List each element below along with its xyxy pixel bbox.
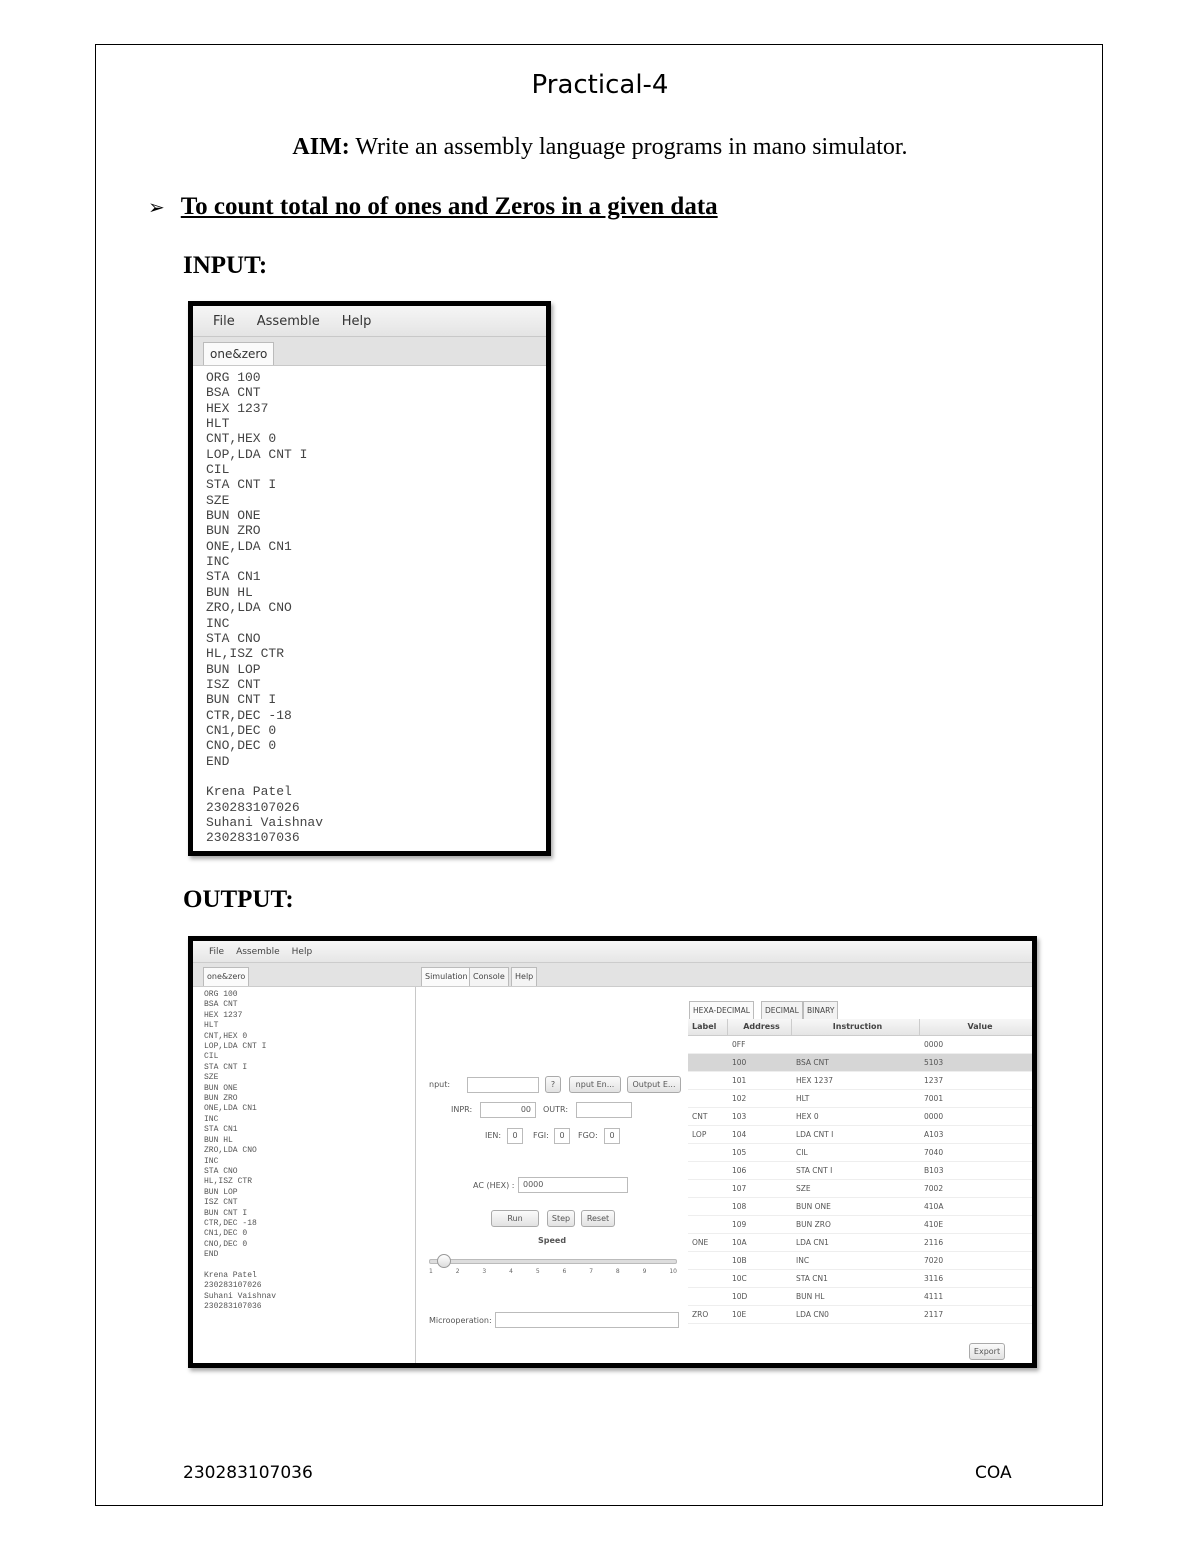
tab-binary[interactable]: BINARY (803, 1001, 838, 1020)
cell-value: 5103 (924, 1058, 944, 1067)
cell-instruction: HEX 1237 (796, 1076, 833, 1085)
cell-value: 410A (924, 1202, 944, 1211)
table-row[interactable] (688, 1180, 1037, 1198)
tab-one-zero[interactable]: one&zero (203, 342, 274, 365)
cell-address: 108 (732, 1202, 747, 1211)
speed-tick-label: 9 (642, 1268, 647, 1275)
cell-label: CNT (692, 1112, 708, 1121)
table-row[interactable] (688, 1252, 1037, 1270)
reset-button[interactable]: Reset (581, 1210, 615, 1227)
cell-address: 10B (732, 1256, 747, 1265)
output-menubar (193, 941, 1032, 963)
table-row[interactable] (688, 1198, 1037, 1216)
cell-label (688, 1252, 728, 1269)
inpr-label: INPR: (451, 1105, 473, 1114)
fgi-label: FGI: (533, 1131, 549, 1140)
input-heading: INPUT: (183, 252, 268, 279)
code-tabbar (193, 963, 415, 987)
cell-value: 2117 (924, 1310, 944, 1319)
fgo-label: FGO: (578, 1131, 598, 1140)
ac-label: AC (HEX) : (473, 1181, 515, 1190)
cell-instruction: HLT (796, 1094, 810, 1103)
tab-decimal[interactable]: DECIMAL (761, 1001, 803, 1020)
memory-table-body (688, 1036, 1037, 1324)
cell-instruction: BUN HL (796, 1292, 825, 1301)
cell-instruction: BUN ONE (796, 1202, 831, 1211)
cell-label (688, 1270, 728, 1287)
cell-instruction: STA CN1 (796, 1274, 828, 1283)
cell-instruction: BSA CNT (796, 1058, 829, 1067)
page-title: Practical-4 (531, 70, 669, 100)
ien-field[interactable]: 0 (507, 1128, 523, 1144)
col-instruction[interactable]: Instruction (792, 1019, 920, 1035)
memory-table (688, 1019, 1037, 1324)
speed-tick-label: 6 (562, 1268, 567, 1275)
cell-value: 1237 (924, 1076, 944, 1085)
speed-tick-label: 3 (482, 1268, 487, 1275)
output-heading: OUTPUT: (183, 886, 294, 913)
output-enter-button[interactable]: Output E... (627, 1076, 681, 1093)
tab-help[interactable]: Help (511, 967, 537, 986)
table-row[interactable] (688, 1270, 1037, 1288)
arrow-bullet-icon: ➢ (148, 195, 165, 219)
speed-slider-track[interactable] (429, 1259, 677, 1264)
help-button[interactable]: ? (545, 1076, 561, 1093)
cell-address: 106 (732, 1166, 747, 1175)
speed-tick-label: 5 (535, 1268, 540, 1275)
table-row[interactable] (688, 1162, 1037, 1180)
cell-instruction: HEX 0 (796, 1112, 819, 1121)
speed-tick-label: 8 (615, 1268, 620, 1275)
cell-value: B103 (924, 1166, 944, 1175)
microoperation-field[interactable] (495, 1312, 679, 1328)
table-row[interactable] (688, 1144, 1037, 1162)
speed-tick-label: 7 (589, 1268, 594, 1275)
cell-label (688, 1180, 728, 1197)
cell-address: 10E (732, 1310, 747, 1319)
col-address[interactable]: Address (728, 1019, 792, 1035)
cell-address: 103 (732, 1112, 747, 1121)
task-heading (148, 193, 718, 221)
menu-help[interactable]: Help (341, 313, 372, 329)
cell-label (688, 1198, 728, 1215)
table-row[interactable] (688, 1216, 1037, 1234)
cell-label: ZRO (692, 1310, 709, 1319)
table-row[interactable] (688, 1288, 1037, 1306)
cell-instruction: LDA CN0 (796, 1310, 829, 1319)
output-code-editor[interactable]: ORG 100 BSA CNT HEX 1237 HLT CNT,HEX 0 LOP,LDA CNT I CIL STA CNT I SZE BUN ONE BUN ZRO ONE,LDA CN1 INC STA CN1 BUN HL ZRO,LDA CNO INC STA CNO HL,ISZ CTR BUN LOP ISZ CNT BUN CNT I CTR,DEC -18 CN1,DEC 0 CNO,DEC 0 END Krena Patel 230283107026 Suhani Vaishnav 230283107036 (204, 990, 277, 1312)
menu-assemble[interactable]: Assemble (256, 313, 320, 329)
cell-address: 102 (732, 1094, 747, 1103)
speed-tick-label: 10 (669, 1268, 677, 1275)
outr-label: OUTR: (543, 1105, 569, 1114)
tab-simulation[interactable]: Simulation (421, 967, 472, 986)
cell-address: 107 (732, 1184, 747, 1193)
aim-text: Write an assembly language programs in mano simulator. (349, 134, 908, 160)
step-button[interactable]: Step (547, 1210, 575, 1227)
cell-address: 104 (732, 1130, 747, 1139)
cell-address: 109 (732, 1220, 747, 1229)
tab-hexa-decimal[interactable]: HEXA-DECIMAL (689, 1001, 754, 1020)
cell-value: 4111 (924, 1292, 944, 1301)
footer-subject: COA (975, 1463, 1012, 1483)
cell-label (688, 1090, 728, 1107)
table-row[interactable] (688, 1126, 1037, 1144)
cell-value: 7001 (924, 1094, 944, 1103)
cell-value: 2116 (924, 1238, 944, 1247)
cell-value: 7040 (924, 1148, 944, 1157)
col-label[interactable]: Label (688, 1019, 728, 1035)
cell-label: ONE (692, 1238, 709, 1247)
table-row[interactable] (688, 1306, 1037, 1324)
aim-label: AIM: (292, 134, 350, 160)
cell-instruction: SZE (796, 1184, 811, 1193)
cell-address: 10A (732, 1238, 747, 1247)
code-pane (193, 963, 416, 1368)
footer-id: 230283107036 (183, 1463, 313, 1483)
cell-value: 3116 (924, 1274, 944, 1283)
cell-label: LOP (692, 1130, 707, 1139)
table-row[interactable] (688, 1234, 1037, 1252)
fgo-field[interactable]: 0 (604, 1128, 620, 1144)
run-button[interactable]: Run (491, 1210, 539, 1227)
speed-label: Speed (538, 1236, 567, 1245)
cell-address: 0FF (732, 1040, 746, 1049)
cell-instruction: CIL (796, 1148, 808, 1157)
cell-value: 0000 (924, 1040, 944, 1049)
speed-tick-label: 2 (455, 1268, 460, 1275)
microoperation-label: Microoperation: (429, 1316, 492, 1325)
table-row[interactable] (688, 1072, 1037, 1090)
cell-value: A103 (924, 1130, 944, 1139)
cell-value: 410E (924, 1220, 944, 1229)
cell-value: 7002 (924, 1184, 944, 1193)
input-code-editor[interactable]: ORG 100 BSA CNT HEX 1237 HLT CNT,HEX 0 LOP,LDA CNT I CIL STA CNT I SZE BUN ONE BUN ZRO ONE,LDA CN1 INC STA CN1 BUN HL ZRO,LDA CNO INC STA CNO HL,ISZ CTR BUN LOP ISZ CNT BUN CNT I CTR,DEC -18 CN1,DEC 0 CNO,DEC 0 END Krena Patel 230283107026 Suhani Vaishnav 230283107036 (206, 370, 324, 846)
simulator-tabbar (415, 963, 1037, 987)
cell-value: 0000 (924, 1112, 944, 1121)
table-row[interactable] (688, 1108, 1037, 1126)
table-row[interactable] (688, 1054, 1037, 1072)
cell-label (688, 1216, 728, 1233)
cell-value: 7020 (924, 1256, 944, 1265)
menu-file[interactable]: File (209, 946, 225, 957)
cell-label (688, 1036, 728, 1053)
input-tabbar (193, 337, 546, 366)
cell-address: 100 (732, 1058, 747, 1067)
task-text: To count total no of ones and Zeros in a given data (180, 193, 718, 220)
cell-instruction: STA CNT I (796, 1166, 833, 1175)
memory-table-header (688, 1019, 1037, 1036)
speed-ticks (429, 1268, 677, 1275)
speed-tick-label: 4 (509, 1268, 513, 1275)
cell-instruction (792, 1036, 920, 1053)
input-menubar (193, 306, 546, 337)
input-label: nput: (429, 1080, 451, 1089)
cell-instruction: INC (796, 1256, 810, 1265)
cell-address: 10C (732, 1274, 747, 1283)
inpr-field[interactable]: 00 (480, 1102, 536, 1118)
menu-file[interactable]: File (213, 313, 235, 329)
cell-label (688, 1162, 728, 1179)
cell-label (688, 1288, 728, 1305)
export-button[interactable]: Export (969, 1343, 1005, 1360)
input-field[interactable] (467, 1077, 539, 1093)
cell-label (688, 1144, 728, 1161)
aim-statement (0, 134, 1200, 161)
tab-console[interactable]: Console (469, 967, 509, 986)
table-row[interactable] (688, 1036, 1037, 1054)
cell-label (688, 1054, 728, 1071)
ien-label: IEN: (485, 1131, 502, 1140)
speed-slider-handle[interactable] (437, 1254, 451, 1268)
input-screenshot (188, 301, 551, 856)
cell-address: 101 (732, 1076, 747, 1085)
menu-help[interactable]: Help (291, 946, 313, 957)
tab-one-zero[interactable]: one&zero (203, 967, 249, 986)
menu-assemble[interactable]: Assemble (236, 946, 280, 957)
cell-instruction: LDA CN1 (796, 1238, 829, 1247)
cell-address: 10D (732, 1292, 748, 1301)
input-enter-button[interactable]: nput En... (569, 1076, 621, 1093)
table-row[interactable] (688, 1090, 1037, 1108)
cell-instruction: BUN ZRO (796, 1220, 831, 1229)
ac-field[interactable]: 0000 (518, 1177, 628, 1193)
fgi-field[interactable]: 0 (554, 1128, 570, 1144)
cell-instruction: LDA CNT I (796, 1130, 834, 1139)
col-value[interactable]: Value (920, 1019, 1037, 1035)
cell-label (688, 1072, 728, 1089)
speed-tick-label: 1 (429, 1268, 433, 1275)
outr-field[interactable] (576, 1102, 632, 1118)
output-screenshot (188, 936, 1037, 1368)
cell-address: 105 (732, 1148, 747, 1157)
